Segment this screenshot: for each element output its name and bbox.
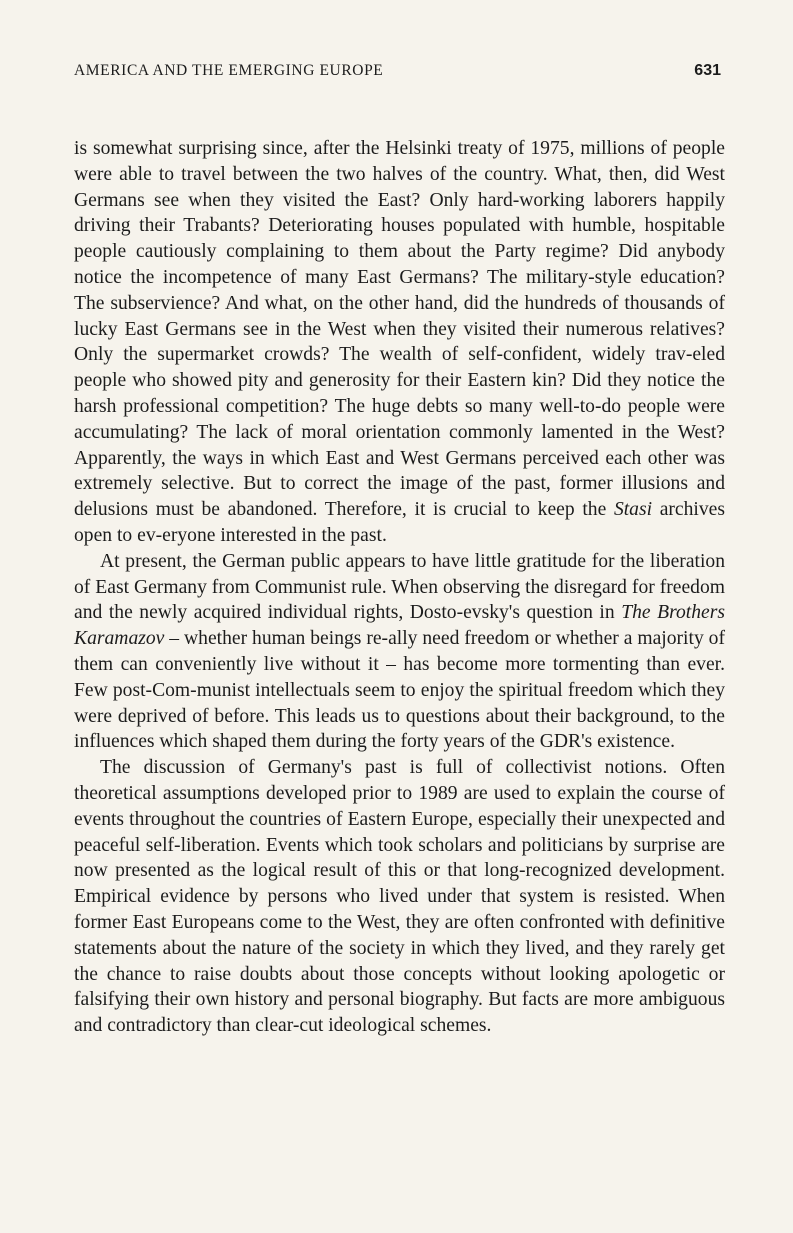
paragraph-3-text-1: The discussion of Germany's past is full of collectivist notions. Often theoretical assumptions developed prior to 1989 are used to explain the course of events throughout the countries of Eastern Europe, especially their unexpected and peaceful self-liberation. Events which took scholars and politicians by surprise are now presented as the logical result of this or that long-recognized development. Empirical evidence by persons who lived under that system is resisted. When former East Europeans come to the West, they are often confronted with definitive statements about the nature of the society in which they lived, and they rarely get the chance to raise doubts about those concepts without looking apologetic or falsifying their own history and personal biography. But facts are more ambiguous and contradictory than clear-cut ideological schemes. xyxy=(74,757,725,1037)
paragraph-1-text-1: is somewhat surprising since, after the Helsinki treaty of 1975, millions of people were able to travel between the two halves of the country. What, then, did West Germans see when they visited the East? Only hard-working laborers happily driving their Trabants? Deteriorating houses populated with humble, hospitable people cautiously complaining to them about the Party regime? Did anybody notice the incompetence of many East Germans? The military-style education? The subservience? And what, on the other hand, did the hundreds of thousands of lucky East Germans see in the West when they visited their numerous relatives? Only the supermarket crowds? The wealth of self-confident, widely trav-eled people who showed pity and generosity for their Eastern kin? Did they notice the harsh professional competition? The huge debts so many well-to-do people were accumulating? The lack of moral orientation commonly lamented in the West? Apparently, the ways in which East and West Germans perceived each other was extremely selective. But to correct the image of the past, former illusions and delusions must be abandoned. Therefore, it is crucial to keep the xyxy=(74,138,725,521)
paragraph-2-italic-title: The Brothers Karamazov xyxy=(74,602,725,650)
paragraph-2-text-1: At present, the German public appears to have little gratitude for the liberation of East Germany from Communist rule. When observing the disregard for freedom and the newly acquired individual rights, Dosto-evsky's question in xyxy=(74,550,725,624)
paragraph-1-italic-stasi: Stasi xyxy=(613,499,653,521)
running-title: AMERICA AND THE EMERGING EUROPE xyxy=(74,62,384,79)
body-text xyxy=(74,136,725,1039)
paragraph-1 xyxy=(74,136,725,549)
paragraph-2 xyxy=(74,549,725,755)
running-head xyxy=(74,62,721,80)
paragraph-3 xyxy=(74,755,725,1039)
paragraph-1-text-2: archives open to ev-eryone interested in the past. xyxy=(74,499,725,546)
page-number: 631 xyxy=(694,62,721,79)
paragraph-2-text-2: – whether human beings re-ally need freedom or whether a majority of them can conveniently live without it – has become more tormenting than ever. Few post-Com-munist intellectuals seem to enjoy the spiritual freedom which they were deprived of before. This leads us to questions about their background, to the influences which shaped them during the forty years of the GDR's existence. xyxy=(74,628,725,753)
